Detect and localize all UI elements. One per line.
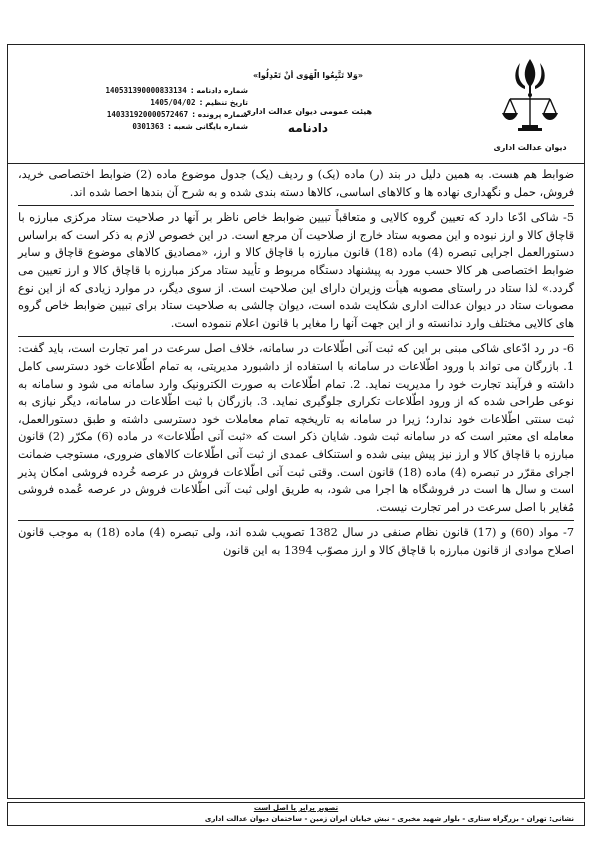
verdict-body: [18, 165, 574, 563]
meta-label: شماره بایگانی شعبه :: [167, 122, 248, 131]
meta-label: تاریخ تنظیم :: [199, 98, 248, 107]
archive-number: 0301363: [132, 122, 164, 131]
case-number-row: [48, 109, 248, 121]
document-title: دادنامه: [287, 121, 329, 135]
paragraph: ضوابط هم هست. به همین دلیل در بند (ر) ماده (یک) و ردیف (یک) جدول موضوع ماده (2) ضوابط اختصاصی خرید، فروش، حمل و نگهداری نهاده ها و کالاهای اساسی، کالاها دسته بندی شده و به شرح آن بندها احصا شده اند.: [18, 165, 574, 206]
document-metadata: [48, 85, 248, 133]
paragraph: 6- در رد ادّعای شاکی مبنی بر این که ثبت آنی اطّلاعات در سامانه، خلاف اصل سرعت در امر تجارت است، باید گفت: 1. بازرگان می تواند با ورود اطّلاعات در سامانه با استفاده از داشبورد مدیریتی، به تمام اطّلاعات خود دسترسی کامل داشته و فرآیند تجارت خود را مدیریت نماید. 2. تمام اطّلاعات به صورت الکترونیک وارد سامانه می شود و سامانه به نوعی طراحی شده که از ورود اطّلاعات تکراری جلوگیری نماید. 3. بازرگان با ثبت اطّلاعات در سامانه، دیگر نیازی به ثبت سنتی اطّلاعات خود ندارد؛ زیرا در سامانه به تاریخچه تمام معاملات خود دسترسی داشته و طبق دستورالعمل، معامله ای معتبر است که در سامانه ثبت شود. شایان ذکر است که «ثبت آنی اطّلاعات» در ماده (6) مکرّر (2) قانون مبارزه با قاچاق کالا و ارز نیز پیش بینی شده و استنکاف عمدی از ثبت آنی اطّلاعات کالاهای ضروری، مستوجب ضمانت اجرای مقرّر در تبصره (4) ماده (18) قانون است. وقتی ثبت آنی اطّلاعات فروش در عرصه خُرده فروشی امکان پذیر است و سال ها است در فروشگاه ها اجرا می شود، به طریق اولی ثبت آنی اطّلاعات فروش در عرصه عُمده فروشی مُغایر با اصل سرعت در امر تجارت نیست.: [18, 337, 574, 521]
court-address: نشانی: تهران - بزرگراه ستاری - بلوار شهید مخبری - نبش خیابان ایران زمین - ساختمان دیوان عدالت اداری: [204, 815, 574, 823]
paragraph: 7- مواد (60) و (17) قانون نظام صنفی در سال 1382 تصویب شده اند، ولی تبصره (4) ماده (18) به موجب قانون اصلاح موادی از قانون مبارزه با قاچاق کالا و ارز مصوّب 1394 به این قانون: [18, 526, 575, 557]
certified-copy-note: تصویر برابر با اصل است: [253, 804, 339, 812]
page-footer: [7, 802, 585, 826]
verdict-number-row: [48, 85, 248, 97]
paragraph: 5- شاکی ادّعا دارد که تعیین گروه کالایی و متعاقباً تبیین ضوابط خاص ناظر بر آنها در صلاحیت ستاد مرکزی مبارزه با قاچاق کالا و ارز نبوده و این مصوبه ستاد خارج از صلاحیت آن مرجع است. در این خصوص لازم به ذکر است که براساس دستورالعمل اجرایی تبصره (4) ماده (18) قانون مبارزه با قاچاق کالا و ارز، «مصادیق کالاهای موضوع قاچاق و سایر ضوابط اختصاصی هر کالا حسب مورد به پیشنهاد دستگاه مربوط و تأیید ستاد مرکز مبارزه با قاچاق کالا و ارز تعیین می گردد.» لذا ستاد در راستای مصوبه هیأت وزیران دارای این صلاحیت است. از سوی دیگر، در موارد زیادی که از این نوع مصوبات ستاد در دیوان عدالت اداری شکایت شده است، دیوان چالشی به صلاحیت ستاد برای تبیین ضوابط خاص گروه های کالایی مختلف وارد ندانسته و از این جهت آنها را مغایر با قانون اعلام ننموده است.: [18, 206, 574, 337]
document-frame: [7, 44, 585, 799]
letterhead: [8, 45, 584, 164]
archive-number-row: [48, 121, 248, 133]
issue-date: 1405/04/02: [150, 98, 196, 107]
case-number: 140331920000572467: [106, 110, 189, 119]
verdict-number: 140531390000833134: [105, 86, 187, 95]
org-name: دیوان عدالت اداری: [493, 143, 567, 152]
court-title: هیئت عمومی دیوان عدالت اداری: [243, 107, 373, 116]
meta-label: شماره دادنامه :: [190, 86, 248, 95]
quran-verse-heading: «وَلا تَتَّبِعُوا الْهَوَى أنْ تَعْدِلُوا»: [252, 71, 364, 80]
iran-emblem-scales-logo: [498, 55, 562, 133]
meta-label: شماره پرونده :: [192, 110, 248, 119]
issue-date-row: [48, 97, 248, 109]
